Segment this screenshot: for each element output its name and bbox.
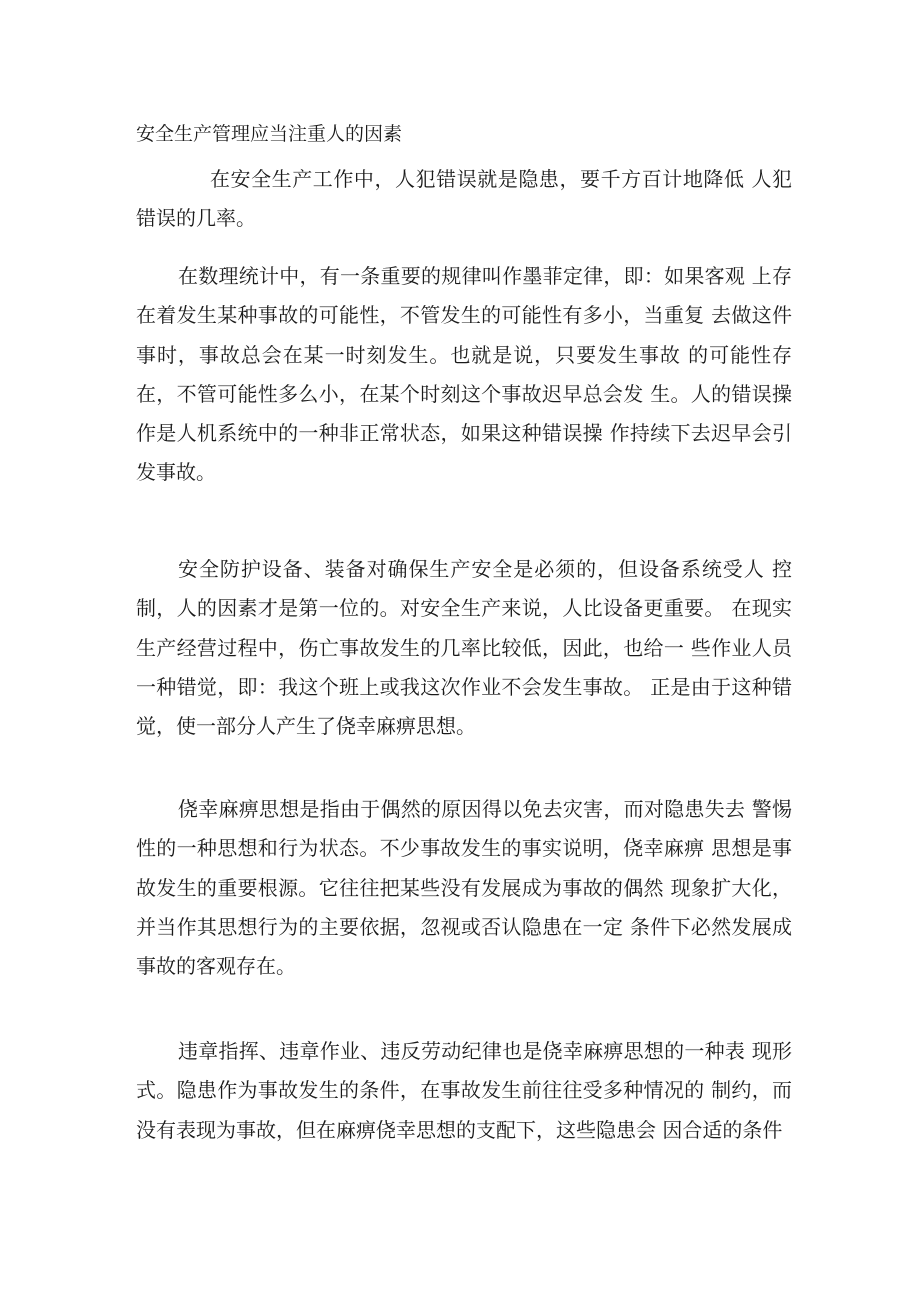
paragraph-5: 违章指挥、违章作业、违反劳动纪律也是侥幸麻痹思想的一种表 现形式。隐患作为事故发生的条件，在事故发生前往往受多种情况的 制约，而没有表现为事故，但在麻痹侥幸思想的支配下，这些隐患会 因合适的条件	[136, 1039, 792, 1142]
paragraph-3: 安全防护设备、装备对确保生产安全是必须的，但设备系统受人 控制，人的因素才是第一位的。对安全生产来说，人比设备更重要。 在现实生产经营过程中，伤亡事故发生的几率比较低，因此，也给一 些作业人员一种错觉，即：我这个班上或我这次作业不会发生事故。 正是由于这种错觉，使一部分人产生了侥幸麻痹思想。	[136, 557, 792, 739]
document-title: 安全生产管理应当注重人的因素	[136, 123, 403, 145]
paragraph-2: 在数理统计中，有一条重要的规律叫作墨菲定律，即：如果客观 上存在着发生某种事故的可能性，不管发生的可能性有多小，当重复 去做这件事时，事故总会在某一时刻发生。也就是说，只要发生事故 的可能性存在，不管可能性多么小，在某个时刻这个事故迟早总会发 生。人的错误操作是人机系统中的一种非正常状态，如果这种错误操 作持续下去迟早会引发事故。	[136, 264, 792, 485]
paragraph-1: 在安全生产工作中，人犯错误就是隐患，要千方百计地降低 人犯错误的几率。	[136, 167, 792, 231]
paragraph-4: 侥幸麻痹思想是指由于偶然的原因得以免去灾害，而对隐患失去 警惕性的一种思想和行为状态。不少事故发生的事实说明，侥幸麻痹 思想是事故发生的重要根源。它往往把某些没有发展成为事故的偶然 现象扩大化，并当作其思想行为的主要依据，忽视或否认隐患在一定 条件下必然发展成事故的客观存在。	[136, 797, 792, 979]
